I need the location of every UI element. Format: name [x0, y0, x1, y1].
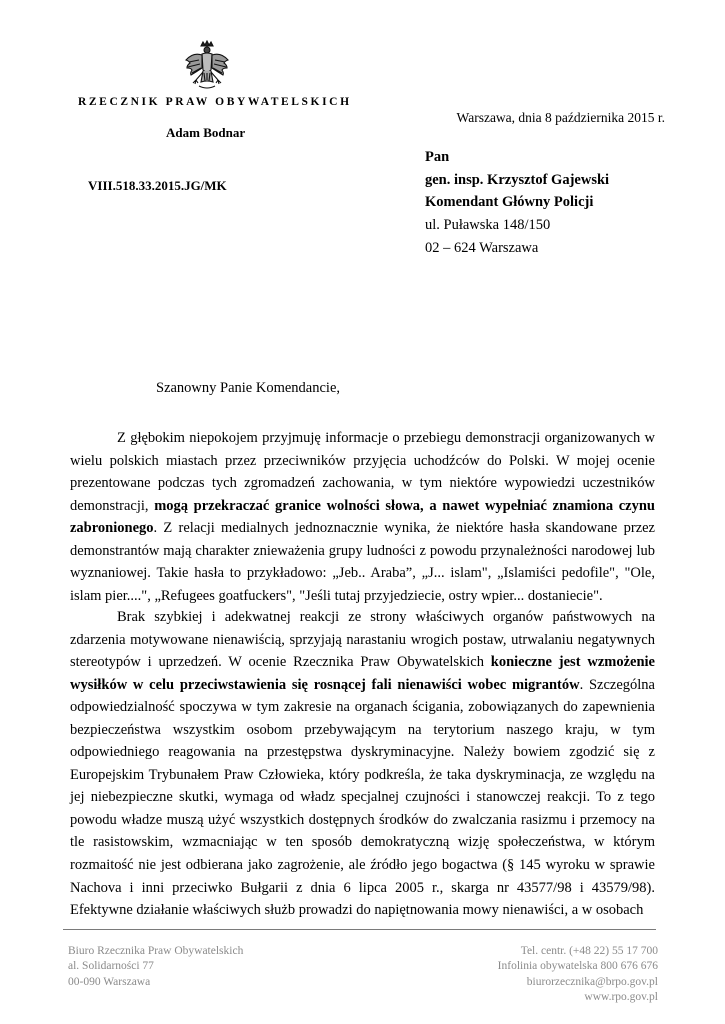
footer-city: 00-090 Warszawa [68, 975, 151, 988]
footer-street: al. Solidarności 77 [68, 960, 154, 973]
paragraph-text: . Szczególna odpowiedzialność spoczywa w tym zakresie na organach ścigania, zobowiązanych do zapewnienia bezpieczeństwa wszystkim osobom przebywającym na terytorium naszego kraju, w tym odpowiedniego reagowania na przestępstwa dyskryminacyjne. Należy bowiem zgodzić się z Europejskim Trybunałem Praw Człowieka, który podkreśla, że taka dyskryminacja, ze względu na jej niebezpieczne skutki, wymaga od władz specjalnej czujności i stanowczej reakcji. To z tego powodu władze muszą użyć wszystkich dostępnych środków do zwalczania rasizmu i przemocy na tle rasistowskim, wzmacniając w ten sposób demokratyczną wizję społeczeństwa, w którym rozmaitość nie jest odbierana jako zagrożenie, ale źródło jego bogactwa (§ 145 wyroku w sprawie Nachova i inni przeciwko Bułgarii z dnia 6 lipca 2005 r., skarga nr 43577/98 i 43579/98). Efektywne działanie właściwych służb prowadzi do napiętnowania mowy nienawiści, a w osobach [70, 676, 655, 919]
issuer-title: RZECZNIK PRAW OBYWATELSKICH [78, 96, 352, 108]
salutation: Szanowny Panie Komendancie, [156, 380, 341, 396]
letter-date: Warszawa, dnia 8 października 2015 r. [456, 110, 665, 125]
paragraph-bold-text: konieczne jest wzmożenie wysiłków w celu przeciwstawienia się rosnącej fali nienawiści wobec migrantów [70, 654, 655, 693]
recipient-address [425, 146, 609, 260]
paragraph-bold-text: mogą przekraczać granice wolności słowa, a nawet wypełniać znamiona czynu zabronionego [70, 497, 655, 537]
footer-office-address [68, 944, 243, 990]
recipient-line: Pan [425, 149, 450, 165]
footer-divider [63, 929, 656, 930]
footer-office-name: Biuro Rzecznika Praw Obywatelskich [68, 945, 244, 957]
recipient-street: ul. Puławska 148/150 [425, 217, 551, 234]
paragraph-text: Brak szybkiej i adekwatnej reakcji ze strony właściwych organów państwowych na zdarzenia motywowane nienawiścią, sprzyjają narastaniu wrogich postaw, utrwalaniu negatywnych stereotypów i uprzedzeń. W ocenie Rzecznika Praw Obywatelskich [70, 609, 655, 671]
recipient-title: Komendant Główny Policji [425, 194, 594, 211]
polish-eagle-emblem-icon [183, 40, 231, 96]
paragraph-2 [70, 606, 655, 922]
paragraph-text: . Z relacji medialnych jednoznacznie wynika, że niektóre hasła skandowane przez demonstrantów mają charakter znieważenia grupy ludności z powodu przynależności narodowej lub wyznaniowej. Takie hasła to przykładowo: „Jeb.. Araba”, „J... islam", „Islamiści pedofile", "Ole, islam pier....", „Refugees goatfuckers", "Jeśli tutaj przyjedziecie, ostry wpier... dostaniecie". [70, 520, 655, 604]
footer-website-link[interactable]: www.rpo.gov.pl [584, 990, 658, 1003]
reference-number: VIII.518.33.2015.JG/MK [88, 178, 227, 193]
footer-phone: Tel. centr. (+48 22) 55 17 700 [520, 945, 658, 957]
footer-hotline: Infolinia obywatelska 800 676 676 [497, 960, 658, 973]
footer-email-link[interactable]: biurorzecznika@brpo.gov.pl [526, 975, 658, 988]
recipient-name: gen. insp. Krzysztof Gajewski [425, 171, 610, 188]
footer-contact [498, 944, 658, 1005]
recipient-city: 02 – 624 Warszawa [425, 239, 539, 256]
issuer-name: Adam Bodnar [166, 125, 246, 140]
paragraph-1 [70, 427, 655, 607]
paragraph-text: Z głębokim niepokojem przyjmuję informacje o przebiegu demonstracji organizowanych w wielu polskich miastach przez przeciwników przyjęcia uchodźców do Polski. W mojej ocenie prezentowane podczas tych zgromadzeń zachowania, w tym niektóre wypowiedzi uczestników demonstracji, [70, 430, 655, 514]
